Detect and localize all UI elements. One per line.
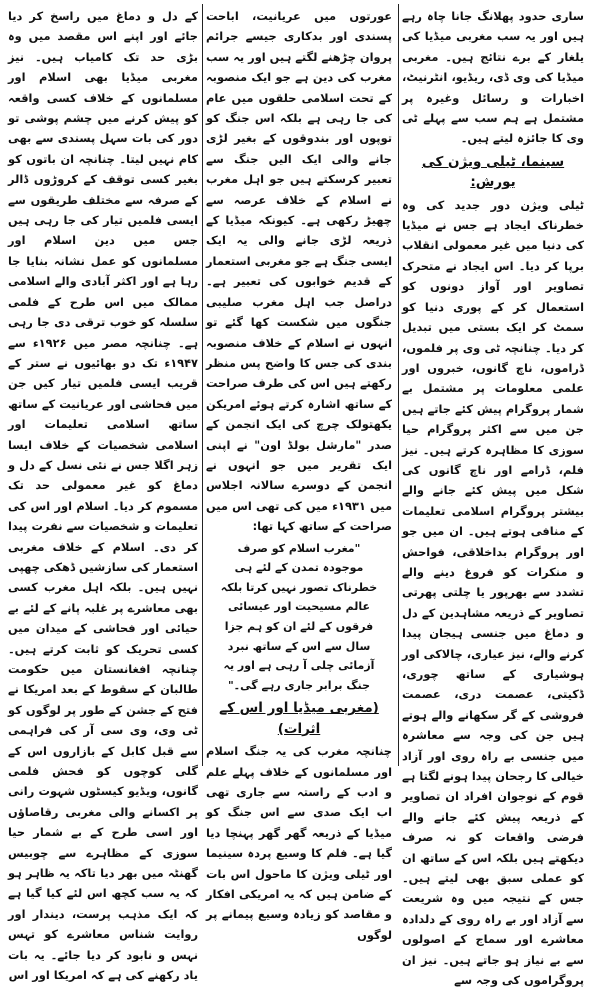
column-middle — [206, 6, 392, 942]
column-left — [8, 6, 198, 983]
column-left-paragraph-1: کے دل و دماغ میں راسخ کر دیا جائے اور اپنے اس مقصد میں وہ بڑی حد تک کامیاب ہیں۔ نیز مغربی میڈیا بھی اسلام اور مسلمانوں کے خلاف کسی واقعہ کو پیش کرنے میں چشم پوشی تو دور کی بات سہل پسندی سے بھی کام نہیں لیتا۔ چنانچہ ان باتوں کو بغیر کسی توقف کے کروڑوں ڈالر کے صرفہ سے مختلف طریقوں سے ایسی فلمیں تیار کی جا رہی ہیں جس میں دین اسلام اور مسلمانوں کو عمل نشانہ بنایا جا رہا ہے اور اکثر آبادی والے اسلامی ممالک میں اس طرح کے فلمی سلسلہ کو خوب ترقی دی جا رہی ہے۔ چنانچہ مصر میں ۱۹۲۶ء سے ۱۹۴۷ء تک دو بھائیوں نے ستر کے قریب ایسی فلمیں تیار کیں جن میں فحاشی اور عریانیت کے ساتھ ساتھ اسلامی تعلیمات اور اسلامی شخصیات کے خلاف ایسا زہر اگلا جس نے نئی نسل کے دل و دماغ کو غیر معمولی حد تک مسموم کر دیا۔ اسلام اور اس کی تعلیمات و شخصیات سے نفرت پیدا کر دی۔ اسلام کے خلاف مغربی استعمار کی سازشیں ڈھکی چھپی نہیں ہیں۔ بلکہ اہل مغرب کسی بھی معاشرے پر غلبہ پانے کے لئے بے حیائی اور فحاشی کے میدان میں کسی تحریک کو ثابت کرتے ہیں۔ چنانچہ افغانستان میں حکومت طالبان کے سقوط کے بعد امریکا نے فتح کے جشن کے طور پر لوگوں کو ٹی وی، وی سی آر کی فراہمی سے قبل کابل کے بازاروں اس کے گلی کوچوں کو فحش فلمی گانوں، ویڈیو کیسٹوں شہوت رانی پر اکسانے والی مغربی رقاصاؤں اور اسی طرح کے بے شمار حیا سوزی کے مظاہرے سے چوبیس گھنٹہ میں بھر دیا تاکہ یہ ظاہر ہو کہ یہ سب کچھ اس لئے کیا گیا ہے کہ ایک مذہب پرست، دیندار اور روایت شناس معاشرے کو تہس نہس و نابود کر دیا جائے۔ یہ بات یاد رکھنے کی ہے کہ امریکا اور اس — [8, 9, 198, 983]
column-right-paragraph-1: ساری حدود پھلانگ جانا چاہ رہے ہیں اور یہ سب مغربی میڈیا کی یلغار کے برے نتائج ہیں۔ مغربی میڈیا کی وی ڈی، ریڈیو، انٹرنیٹ، اخبارات و رسائل وغیرہ پر مشتمل ہے ہم سب سے پہلے ٹی وی کا جائزہ لیتے ہیں۔ — [402, 9, 584, 146]
column-middle-paragraph-2: چنانچہ مغرب کی یہ جنگ اسلام اور مسلمانوں کے خلاف پہلے علم و ادب کے راستہ سے جاری تھی اب ایک صدی سے اس جنگ کو میڈیا کے ذریعہ گھر گھر پہنچا دیا گیا ہے۔ فلم کا وسیع پردہ سینیما اور ٹیلی ویژن کا ماحول اس بات کے ضامن ہیں کہ یہ امریکی افکار و مقاصد کو زیادہ وسیع پیمانے پر لوگوں — [206, 744, 392, 942]
column-right — [402, 6, 584, 988]
column-right-paragraph-2: ٹیلی ویژن دور جدید کی وہ خطرناک ایجاد ہے جس نے میڈیا کی دنیا میں غیر معمولی انقلاب برپا کر دیا۔ اس ایجاد نے متحرک تصاویر اور آواز دونوں کو استعمال کر کے پوری دنیا کو سمٹ کر ایک بستی میں تبدیل کر دیا۔ چنانچہ ٹی وی پر فلموں، ڈراموں، ناچ گانوں، خبروں اور علمی معلومات پر مشتمل بے شمار پروگرام پیش کئے جاتے ہیں جن میں سے اکثر پروگرام حیا سوزی کا مظاہرہ کرتے ہیں۔ نیز فلم، ڈرامے اور ناچ گانوں کی شکل میں پیش کئے جانے والے بیشتر پروگرام اسلامی تعلیمات کے منافی ہوتے ہیں۔ ان میں جو اور پروگرام بداخلاقی، فواحش و منکرات کو فروغ دینے والے تشدد سے بھرپور یا چلتی پھرتی تصاویر کے ذریعہ مشاہدین کے دل و دماغ میں جنسی ہیجان پیدا کرنے والے، نیز عیاری، چالاکی اور ہوشیاری کے ساتھ چوری، ڈکیتی، عصمت دری، عصمت فروشی کے گر سکھانے والے ہوتے ہیں جن کی وجہ سے معاشرہ میں جنسی بے راہ روی اور آزاد خیالی کا رجحان پیدا ہونے لگتا ہے قوم کے نوجوان افراد ان تصاویر کے ذریعہ پیش کئے جانے والے فرضی واقعات کو نہ صرف دیکھتے ہیں بلکہ اس کے ساتھ ان کو عملی سبق بھی لیتے ہیں۔ جس کے نتیجہ میں وہ شریعت سے آزاد اور بے راہ روی کے دلدادہ معاشرے اور سماج کے اصولوں سے بے نیاز ہو جاتے ہیں۔ نیز ان پروگراموں کی وجہ سے — [402, 197, 584, 988]
column-divider — [398, 4, 399, 766]
section-heading-western-media: (مغربی میڈیا اور اس کے اثرات) — [219, 700, 379, 737]
column-divider — [202, 4, 203, 766]
column-middle-paragraph-1: عورتوں میں عریانیت، اباحت پسندی اور بدکاری جیسے جرائم پروان چڑھنے لگتے ہیں اور یہ سب مغرب کی دین ہے جو ایک منصوبہ کے تحت اسلامی حلقوں میں عام کی جا رہی ہے بلکہ اس جنگ کو توپوں اور بندوقوں کے بغیر لڑی جانے والی ایک الیں جنگ سے تعبیر کرسکتے ہیں جو اہل مغرب نے اسلام کے خلاف عرصہ سے چھیڑ رکھی ہے۔ کیونکہ میڈیا کے ذریعہ لڑی جانے والی یہ ایک ایسی جنگ ہے جو مغربی استعمار کے قدیم خوابوں کی تعبیر ہے۔ دراصل جب اہل مغرب صلیبی جنگوں میں شکست کھا گئے تو انہوں نے اسلام کے خلاف منصوبہ بندی کی جس کا واضح پس منظر رکھتے ہیں اس کی طرف صراحت کے ساتھ اشارہ کرتے ہوئے امریکن یکھتولک چرچ کی ایک انجمن کے صدر "مارشل بولڈ اون" نے اپنی ایک تقریر میں جو انہوں نے انجمن کے دوسرے سالانہ اجلاس میں ۱۹۳۱ء میں کی تھی اس میں صراحت کے ساتھ کہا تھا: — [206, 9, 392, 534]
section-heading-cinema-tv: سینما، ٹیلی ویژن کی یورش: — [421, 153, 565, 191]
block-quote: "مغرب اسلام کو صرف موجودہ تمدن کے لئے ہی خطرناک تصور نہیں کرتا بلکہ عالم مسیحیت اور عیسائی فرقوں کے لئے ان کو ہم جزا سال سے اس کے ساتھ نبرد آزمائی چلی آ رہی ہے اور یہ جنگ برابر جاری رہے گی۔" — [220, 541, 378, 692]
